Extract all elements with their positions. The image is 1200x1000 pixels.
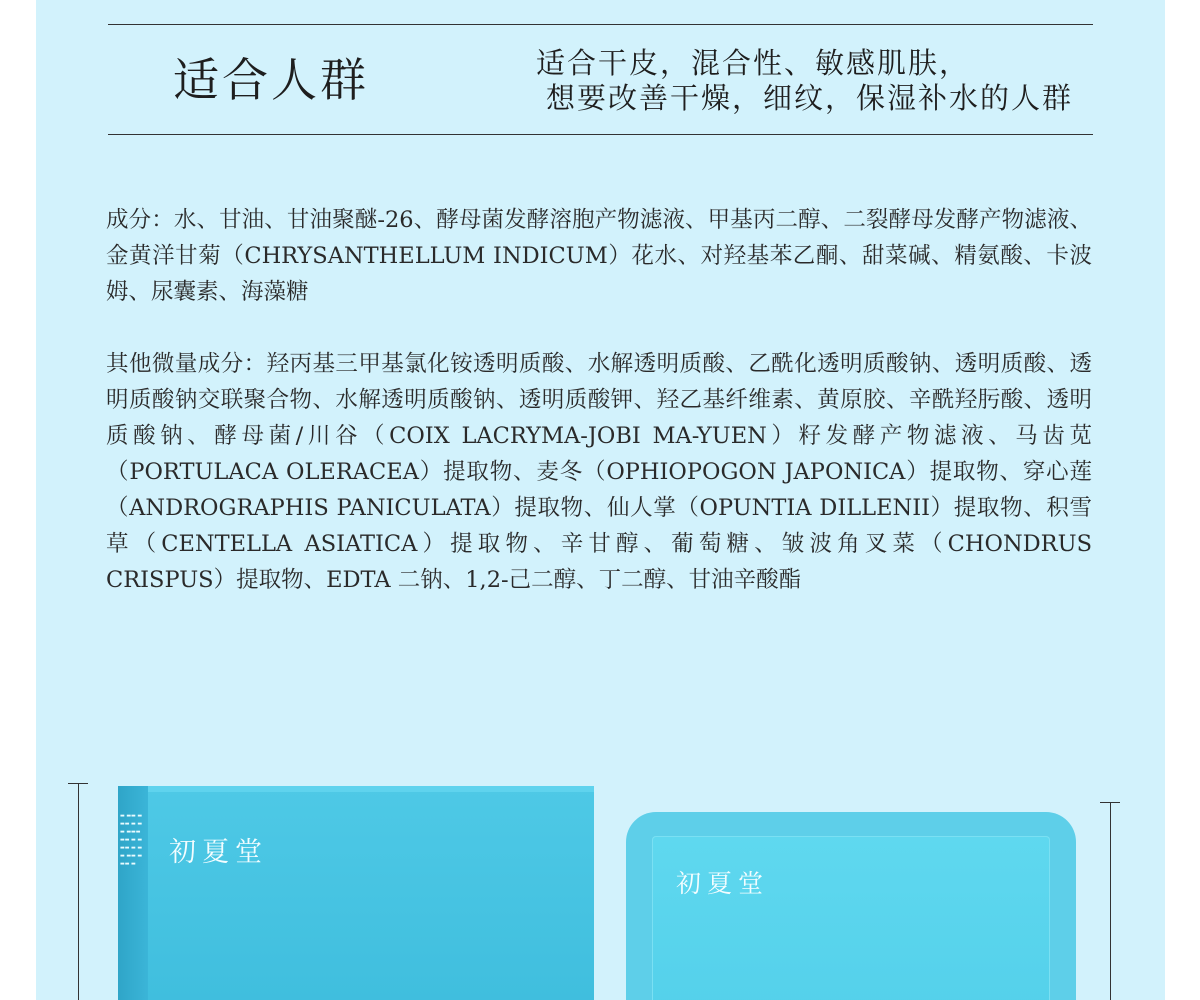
product-box-top-edge <box>118 786 594 792</box>
left-dimension-cap <box>68 783 88 784</box>
audience-heading: 适合人群 <box>173 53 369 107</box>
bottom-divider <box>108 134 1093 135</box>
audience-line-1: 适合干皮，混合性、敏感肌肤， <box>535 46 970 80</box>
product-box <box>118 786 594 1000</box>
right-dimension-cap <box>1100 802 1120 803</box>
audience-line-2: 想要改善干燥，细纹，保湿补水的人群 <box>545 81 1073 115</box>
product-box-side-print: ▬ ▬▬ ▬▬▬ ▬ ▬▬ ▬▬▬ ▬▬ ▬ ▬▬▬ ▬ ▬▬ ▬▬ ▬▬▬ ▬ <box>120 813 143 867</box>
top-divider <box>108 24 1093 25</box>
right-dimension-line <box>1110 802 1111 1000</box>
ingredients-trace: 其他微量成分：羟丙基三甲基氯化铵透明质酸、水解透明质酸、乙酰化透明质酸钠、透明质酸、透明质酸钠交联聚合物、水解透明质酸钠、透明质酸钾、羟乙基纤维素、黄原胶、辛酰羟肟酸、透明质酸钠、酵母菌/川谷（COIX LACRYMA-JOBI MA-YUEN）籽发酵产物滤液、马齿苋（PORTULACA OLERACEA）提取物、麦冬（OPHIOPOGON JAPONICA）提取物、穿心莲（ANDROGRAPHIS PANICULATA）提取物、仙人掌（OPUNTIA DILLENII）提取物、积雪草（CENTELLA ASIATICA）提取物、辛甘醇、葡萄糖、皱波角叉菜（CHONDRUS CRISPUS）提取物、EDTA 二钠、1,2-己二醇、丁二醇、甘油辛酸酯 <box>106 351 1092 593</box>
content-panel <box>36 0 1165 1000</box>
audience-description <box>433 46 1073 116</box>
box-brand-logo: 初夏堂 <box>169 837 268 868</box>
ingredients-main: 成分：水、甘油、甘油聚醚-26、酵母菌发酵溶胞产物滤液、甲基丙二醇、二裂酵母发酵产物滤液、金黄洋甘菊（CHRYSANTHELLUM INDICUM）花水、对羟基苯乙酮、甜菜碱、精氨酸、卡波姆、尿囊素、海藻糖 <box>106 207 1092 305</box>
left-dimension-line <box>78 783 79 1000</box>
sachet-brand-logo: 初夏堂 <box>676 869 770 898</box>
product-sachet-inner <box>652 836 1050 1000</box>
